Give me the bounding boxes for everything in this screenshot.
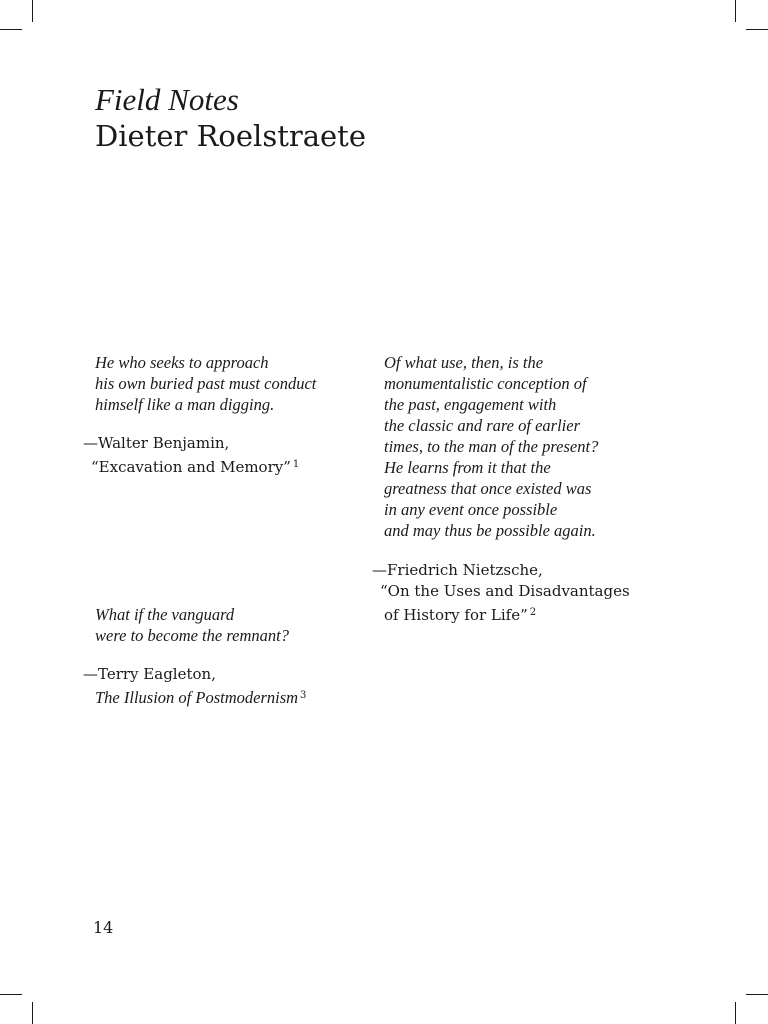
attribution-source-line bbox=[83, 454, 316, 478]
crop-mark bbox=[735, 0, 736, 22]
attribution-source: The Illusion of Postmodernism bbox=[95, 688, 299, 707]
epigraph-quote-line: in any event once possible bbox=[384, 500, 558, 519]
epigraph-benjamin bbox=[83, 352, 316, 478]
crop-mark bbox=[0, 29, 22, 30]
attribution-source-line bbox=[83, 685, 306, 709]
attribution-source-line: “On the Uses and Disadvantages bbox=[380, 582, 630, 600]
epigraph-nietzsche bbox=[372, 352, 630, 626]
attribution-source: of History for Life” bbox=[384, 606, 528, 624]
attribution-name: —Walter Benjamin, bbox=[83, 434, 230, 452]
footnote-marker: 3 bbox=[300, 690, 307, 701]
attribution-name: —Friedrich Nietzsche, bbox=[372, 561, 543, 579]
essay-title: Field Notes bbox=[95, 82, 239, 117]
page-number: 14 bbox=[93, 918, 114, 937]
attribution-name: —Terry Eagleton, bbox=[83, 665, 216, 683]
footnote-marker: 2 bbox=[529, 607, 537, 618]
epigraph-quote-line: the classic and rare of earlier bbox=[384, 416, 580, 435]
epigraph-attribution bbox=[83, 664, 306, 709]
epigraph-quote-line: Of what use, then, is the bbox=[384, 353, 544, 372]
crop-mark bbox=[746, 29, 768, 30]
epigraph-attribution bbox=[372, 560, 630, 626]
epigraph-quote-line: He who seeks to approach bbox=[95, 353, 269, 372]
crop-mark bbox=[735, 1002, 736, 1024]
epigraph-quote-line: greatness that once existed was bbox=[384, 479, 592, 498]
crop-mark bbox=[32, 0, 33, 22]
epigraph-quote-line: himself like a man digging. bbox=[95, 395, 275, 414]
footnote-marker: 1 bbox=[292, 459, 300, 470]
epigraph-quote-line: were to become the remnant? bbox=[95, 626, 289, 645]
crop-mark bbox=[32, 1002, 33, 1024]
epigraph-quote-line: and may thus be possible again. bbox=[384, 521, 596, 540]
crop-mark bbox=[0, 994, 22, 995]
attribution-source: “Excavation and Memory” bbox=[91, 458, 291, 476]
epigraph-eagleton bbox=[83, 604, 306, 709]
author-name: Dieter Roelstraete bbox=[95, 119, 366, 153]
epigraph-quote-line: times, to the man of the present? bbox=[384, 437, 599, 456]
epigraph-attribution bbox=[83, 433, 316, 478]
attribution-source-line bbox=[372, 602, 630, 626]
crop-mark bbox=[746, 994, 768, 995]
epigraph-quote-line: What if the vanguard bbox=[95, 605, 235, 624]
epigraph-quote-line: the past, engagement with bbox=[384, 395, 557, 414]
epigraph-quote-line: his own buried past must conduct bbox=[95, 374, 317, 393]
epigraph-quote-line: He learns from it that the bbox=[384, 458, 551, 477]
page-title bbox=[95, 82, 366, 154]
epigraph-quote-line: monumentalistic conception of bbox=[384, 374, 587, 393]
